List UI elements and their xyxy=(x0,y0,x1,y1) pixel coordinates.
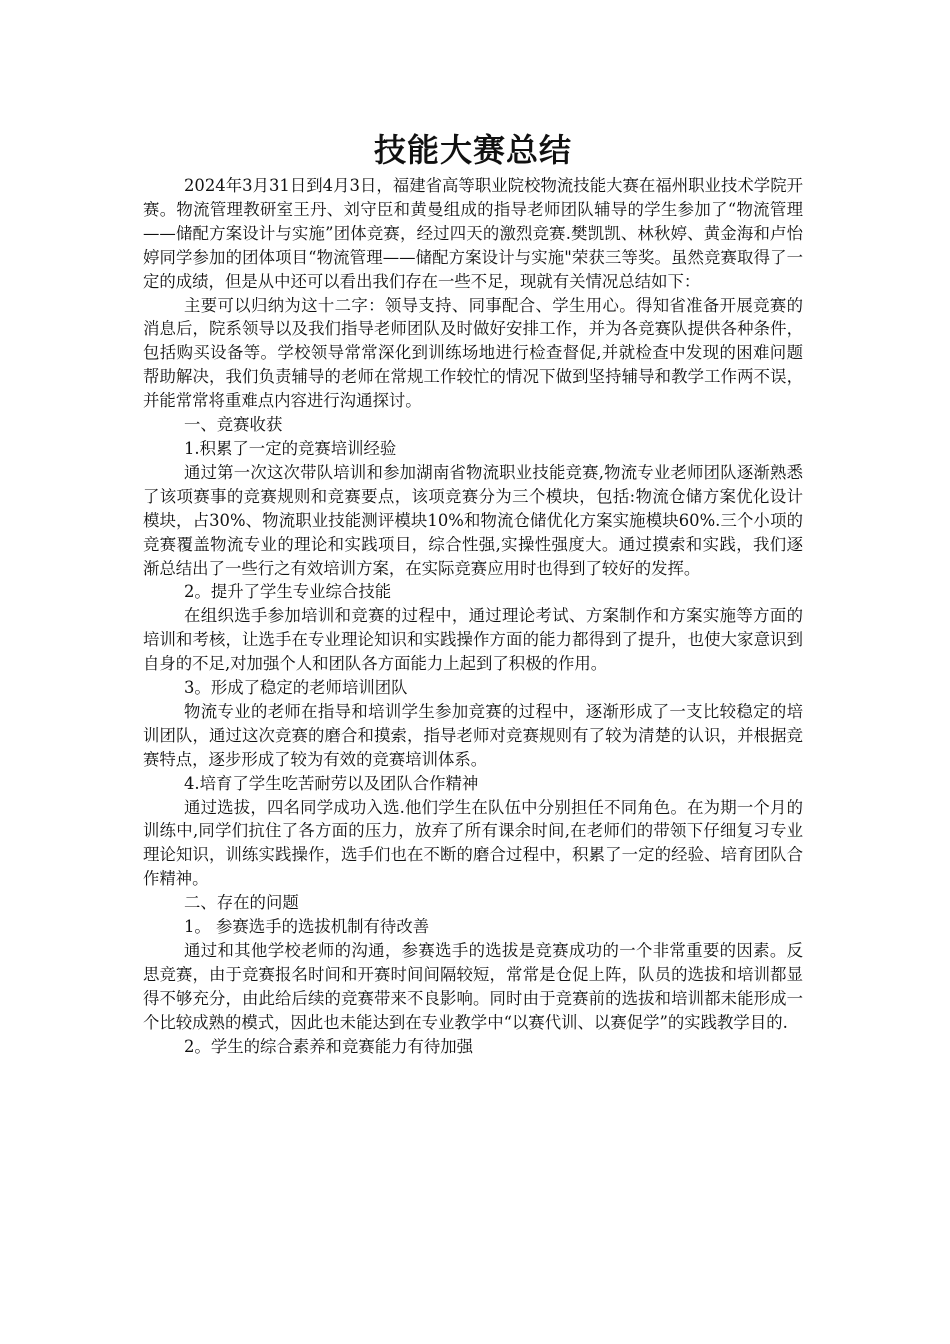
subheading-3: 3。形成了稳定的老师培训团队 xyxy=(184,678,408,698)
paragraph-problem-1: 通过和其他学校老师的沟通，参赛选手的选拔是竞赛成功的一个非常重要的因素。反思竞赛，由于竞赛报名时间和开赛时间间隔较短，常常是仓促上阵，队员的选拔和培训都显得不够充分，由此给后续的竞赛带来不良影响。同时由于竞赛前的选拔和培训都未能形成一个比较成熟的模式，因此也未能达到在专业教学中“以赛代训、以赛促学”的实践教学目的. xyxy=(143,941,803,1032)
subheading-problem-2: 2。学生的综合素养和竞赛能力有待加强 xyxy=(184,1036,474,1056)
paragraph-intro: 2024年3月31日到4月3日，福建省高等职业院校物流技能大赛在福州职业技术学院开赛。物流管理教研室王丹、刘守臣和黄曼组成的指导老师团队辅导的学生参加了“物流管理——储配方案设计与实施”团体竞赛，经过四天的激烈竞赛.樊凯凯、林秋婷、黄金海和卢怡婷同学参加的团体项目“物流管理——储配方案设计与实施"荣获三等奖。虽然竞赛取得了一定的成绩，但是从中还可以看出我们存在一些不足，现就有关情况总结如下： xyxy=(143,176,803,291)
section-heading-problems: 二、存在的问题 xyxy=(184,893,299,913)
paragraph-gain-1: 通过第一次这次带队培训和参加湖南省物流职业技能竞赛,物流专业老师团队逐渐熟悉了该项赛事的竞赛规则和竞赛要点，该项竞赛分为三个模块，包括:物流仓储方案优化设计模块，占30%、物流职业技能测评模块10%和物流仓储优化方案实施模块60%.三个小项的竞赛覆盖物流专业的理论和实践项目，综合性强,实操性强度大。通过摸索和实践，我们逐渐总结出了一些行之有效培训方案，在实际竞赛应用时也得到了较好的发挥。 xyxy=(143,462,803,578)
subheading-4: 4.培育了学生吃苦耐劳以及团队合作精神 xyxy=(184,773,479,793)
subheading-1: 1.积累了一定的竞赛培训经验 xyxy=(184,438,397,458)
paragraph-gain-3: 物流专业的老师在指导和培训学生参加竞赛的过程中，逐渐形成了一支比较稳定的培训团队，通过这次竞赛的磨合和摸索，指导老师对竞赛规则有了较为清楚的认识，并根据竞赛特点，逐步形成了较为有效的竞赛培训体系。 xyxy=(143,701,803,769)
subheading-problem-1: 1。 参赛选手的选拔机制有待改善 xyxy=(184,917,430,937)
subheading-2: 2。提升了学生专业综合技能 xyxy=(184,582,392,602)
paragraph-summary: 主要可以归纳为这十二字：领导支持、同事配合、学生用心。得知省准备开展竞赛的消息后，院系领导以及我们指导老师团队及时做好安排工作，并为各竞赛队提供各种条件，包括购买设备等。学校领导常常深化到训练场地进行检查督促,并就检查中发现的困难问题帮助解决，我们负责辅导的老师在常规工作较忙的情况下做到坚持辅导和教学工作两不误，并能常常将重难点内容进行沟通探讨。 xyxy=(143,295,803,411)
paragraph-gain-2: 在组织选手参加培训和竞赛的过程中，通过理论考试、方案制作和方案实施等方面的培训和考核，让选手在专业理论知识和实践操作方面的能力都得到了提升，也使大家意识到自身的不足,对加强个人和团队各方面能力上起到了积极的作用。 xyxy=(143,606,803,674)
paragraph-gain-4: 通过选拔，四名同学成功入选.他们学生在队伍中分别担任不同角色。在为期一个月的训练中,同学们抗住了各方面的压力，放弃了所有课余时间,在老师们的带领下仔细复习专业理论知识，训练实践操作，选手们也在不断的磨合过程中，积累了一定的经验、培育团队合作精神。 xyxy=(143,797,803,889)
document-page xyxy=(143,128,803,1059)
document-title: 技能大赛总结 xyxy=(373,131,572,169)
section-heading-gains: 一、竞赛收获 xyxy=(184,415,283,435)
